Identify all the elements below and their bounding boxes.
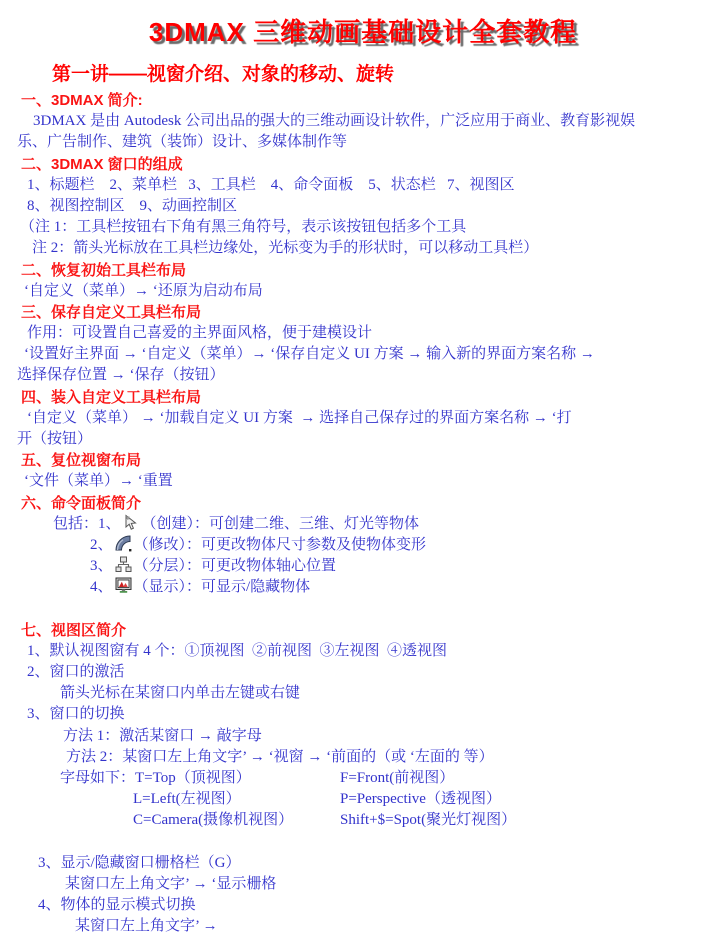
text-line: 1、默认视图窗有 4 个：①顶视图 ②前视图 ③左视图 ④透视图 [27,642,448,659]
section-heading: 二、恢复初始工具栏布局 [21,261,187,279]
letter-col1: L=Left(左视图） [133,791,241,808]
text-line: 选择保存位置 → ‘保存（按钮） [17,367,225,384]
hierarchy-icon [115,556,132,573]
letter-col2: F=Front(前视图） [340,770,455,786]
letter-col2: P=Perspective（透视图） [340,791,501,808]
text-line: 某窗口左上角文字’ → ‘显示栅格 [65,875,277,892]
panel-item-display [0,577,726,598]
text-line: 3、窗口的切换 [27,706,125,723]
section-heading: 一、3DMAX 简介: [21,92,143,109]
panel-item-prefix: 2、 [90,536,113,553]
panel-item-modify [0,535,726,556]
section-heading: 四、装入自定义工具栏布局 [21,388,202,406]
panel-item-desc: （修改）：可更改物体尺寸参数及使物体变形 [133,536,427,553]
text-line: 注 2：箭头光标放在工具栏边缘处，光标变为手的形状时，可以移动工具栏） [32,240,539,257]
text-line: 某窗口左上角文字’ → [75,918,218,935]
panel-item-create [0,514,726,535]
text-line: （注 1：工具栏按钮右下角有黑三角符号，表示该按钮包括多个工具 [20,219,467,236]
panel-item-desc: （显示）：可显示/隐藏物体 [133,579,311,596]
text-line: 3、显示/隐藏窗口栅格栏（G） [38,854,241,871]
letter-col1: 字母如下：T=Top（顶视图） [60,770,251,786]
text-line: 3DMAX 是由 Autodesk 公司出品的强大的三维动画设计软件，广泛应用于商业、教育影视娱 [33,113,636,130]
lecture-heading: 第一讲——视窗介绍、对象的移动、旋转 [52,64,395,85]
letter-row [0,768,726,789]
text-line: ‘文件（菜单）→ ‘重置 [24,473,173,490]
panel-item-prefix: 4、 [90,579,113,596]
panel-item-desc: （分层）：可更改物体轴心位置 [133,558,337,575]
text-line: 箭头光标在某窗口内单击左键或右键 [60,685,301,702]
text-line: 方法 1：激活某窗口 → 敲字母 [63,727,262,744]
text-line: 1、标题栏 2、菜单栏 3、工具栏 4、命令面板 5、状态栏 7、视图区 [27,176,515,193]
text-line: ‘设置好主界面 → ‘自定义（菜单）→ ‘保存自定义 UI 方案 → 输入新的界面方案名称 → [24,346,595,363]
letter-col1: C=Camera(摄像机视图） [133,812,294,829]
letter-row [0,810,726,831]
blank-line [0,832,726,853]
text-line: 4、物体的显示模式切换 [38,897,196,914]
section-heading: 六、命令面板简介 [21,494,142,512]
text-line: 8、视图控制区 9、动画控制区 [27,197,238,214]
text-line: 2、窗口的激活 [27,664,125,681]
section-heading: 三、保存自定义工具栏布局 [21,303,202,321]
text-line: 方法 2：某窗口左上角文字’ → ‘视窗 → ‘前面的（或 ‘左面的 等） [66,748,494,765]
section-heading: 七、视图区简介 [21,621,127,639]
letter-row [0,789,726,810]
text-line: ‘自定义（菜单）→ ‘还原为启动布局 [24,282,263,299]
letter-col2: Shift+$=Spot(聚光灯视图） [340,812,517,829]
display-icon [115,577,132,594]
text-line: 开（按钮） [17,431,93,447]
modify-icon [115,535,132,552]
panel-item-prefix: 3、 [90,558,113,575]
create-icon [123,514,140,531]
text-line: 乐、广告制作、建筑（装饰）设计、多媒体制作等 [17,134,348,151]
panel-item-hierarchy [0,556,726,577]
section-heading: 五、复位视窗布局 [21,452,142,470]
doc-title: 3DMAX 三维动画基础设计全套教程 [148,17,578,47]
text-line: ‘自定义（菜单） → ‘加载自定义 UI 方案 → 选择自己保存过的界面方案名称 → ‘打 [27,409,572,426]
panel-item-prefix: 包括：1、 [53,515,121,532]
blank-line [0,599,726,620]
text-line: 作用：可设置自己喜爱的主界面风格，便于建模设计 [27,325,373,342]
section-heading: 二、3DMAX 窗口的组成 [21,155,183,173]
panel-item-desc: （创建）：可创建二维、三维、灯光等物体 [141,515,420,532]
